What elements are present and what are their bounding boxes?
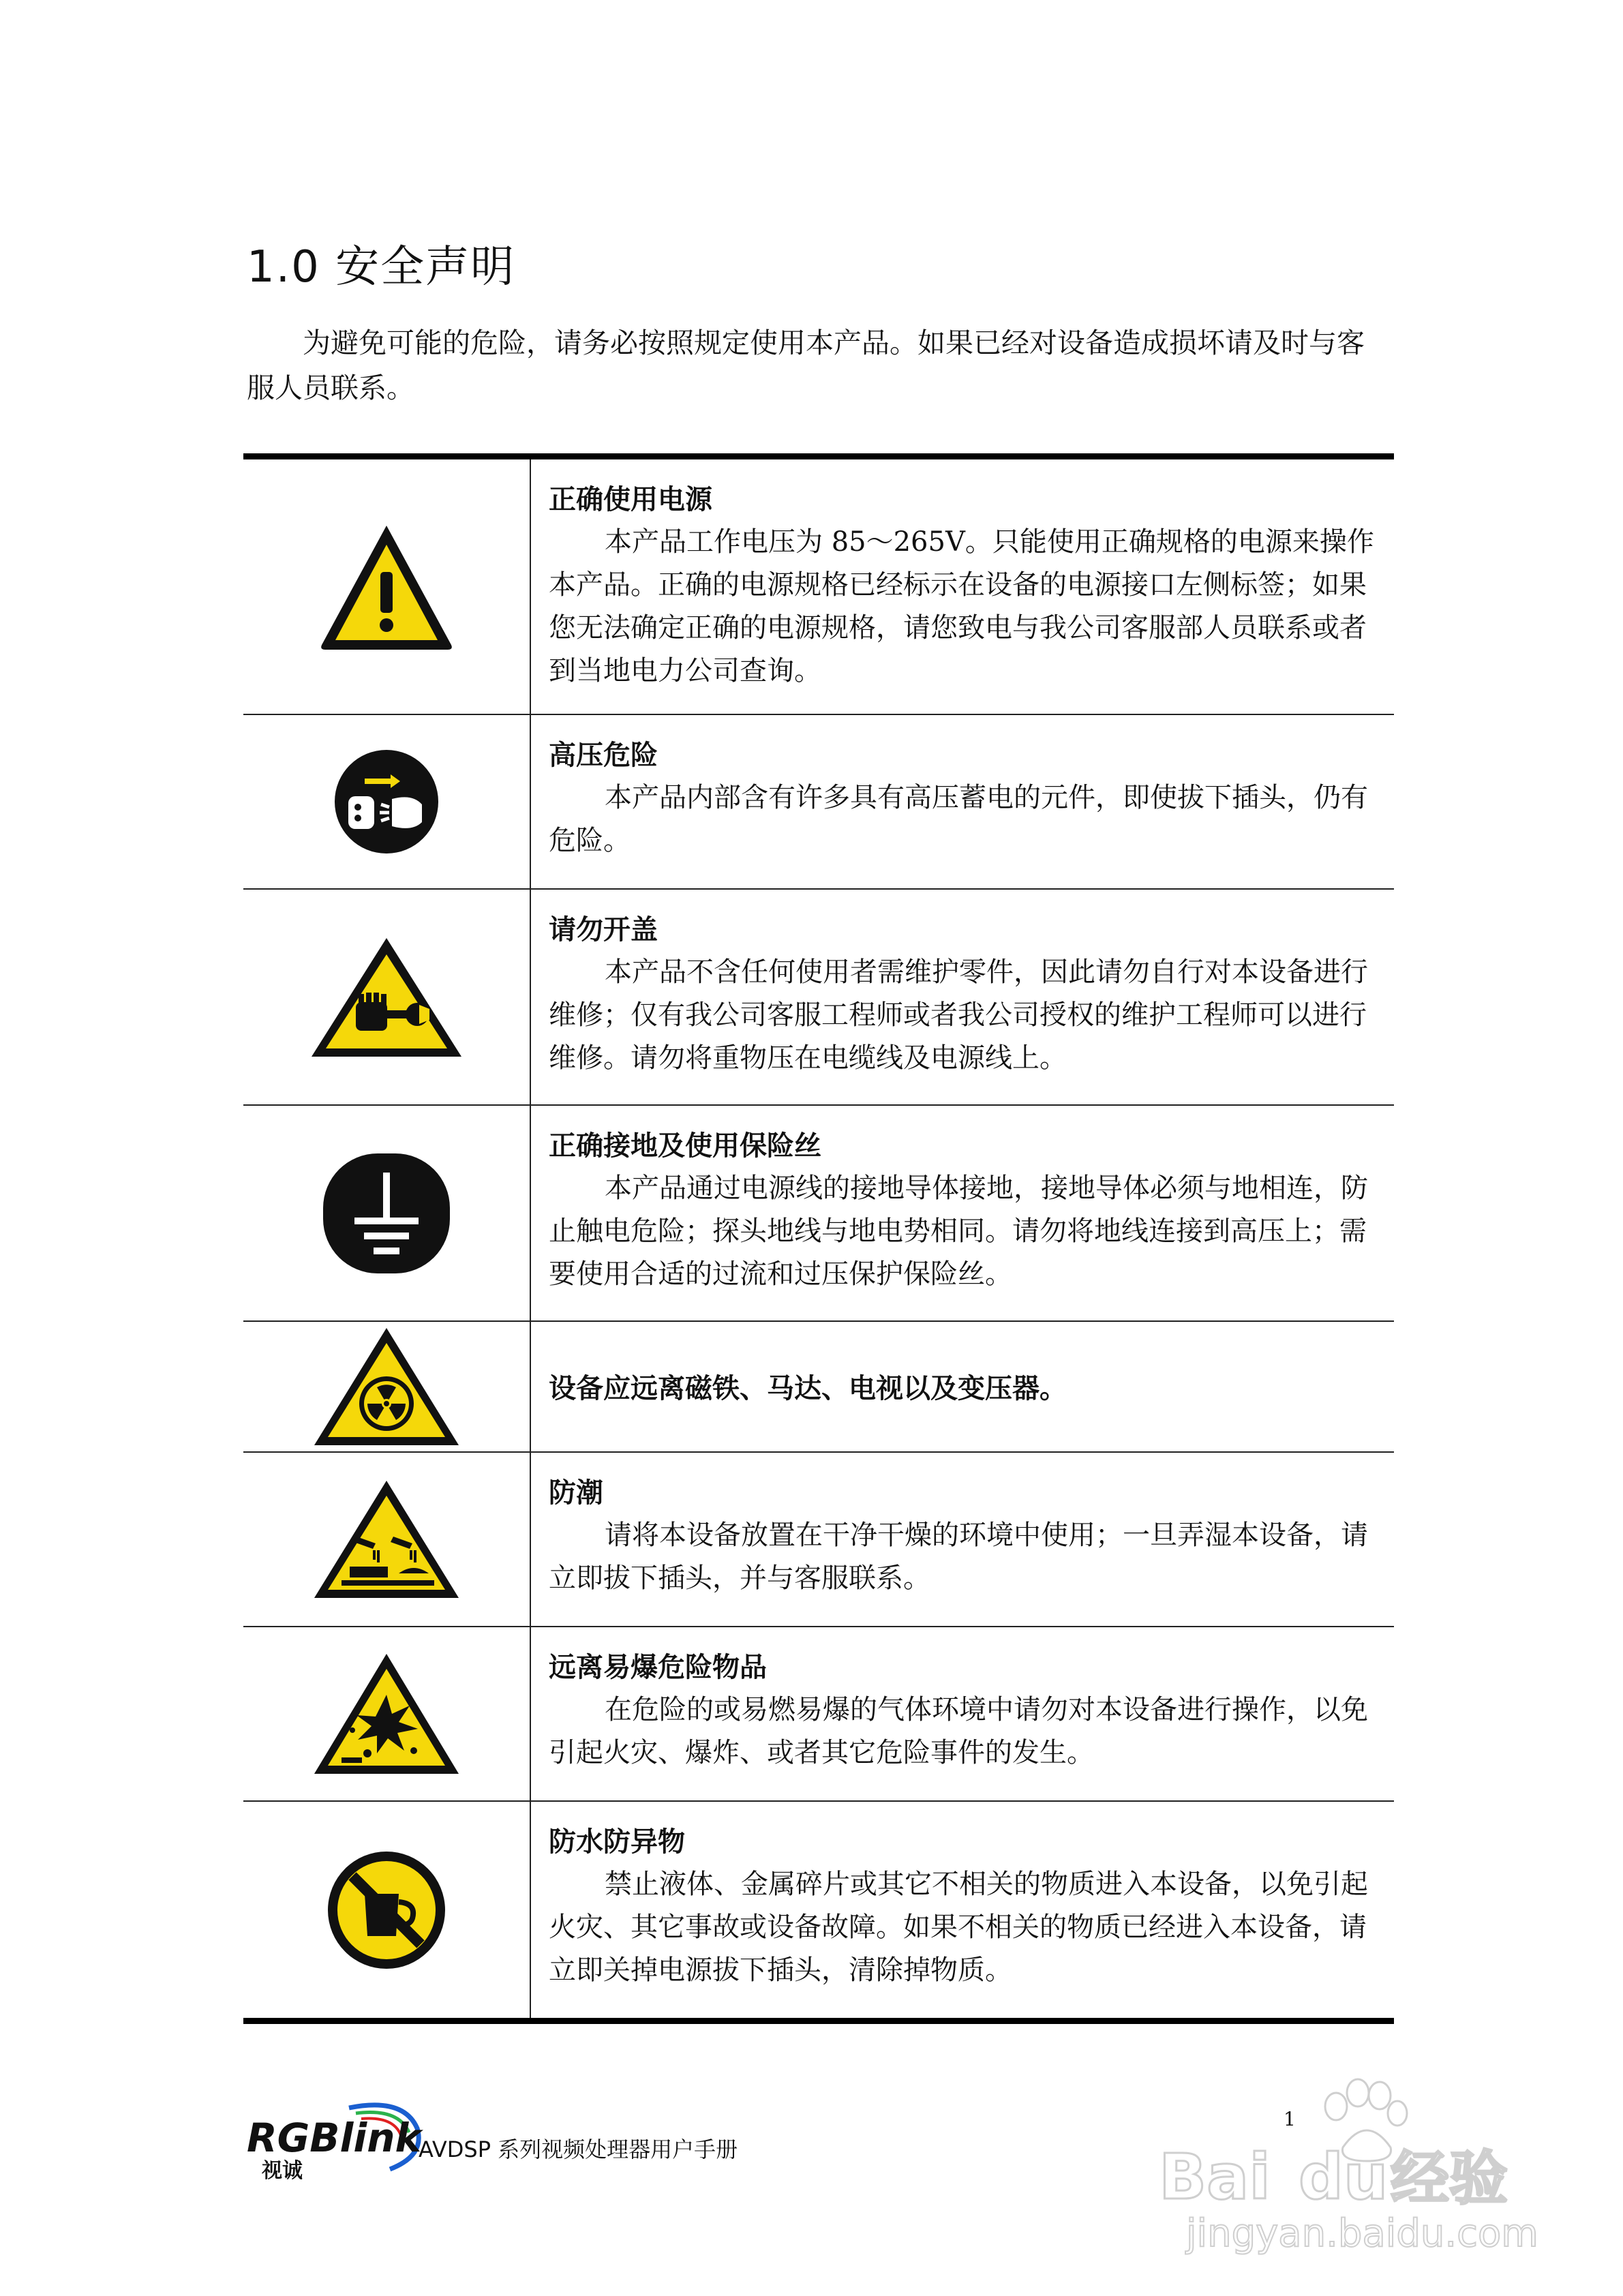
- row-heading: 防潮: [549, 1477, 603, 1509]
- row-body: 禁止液体、金属碎片或其它不相关的物质进入本设备，以免引起火灾、其它事故或设备故障。如果不相关的物质已经进入本设备，请立即关掉电源拔下插头，清除掉物质。: [549, 1869, 1368, 1986]
- icon-cell: [243, 1627, 531, 1800]
- row-body: 在危险的或易燃易爆的气体环境中请勿对本设备进行操作，以免引起火灾、爆炸、或者其它危险事件的发生。: [549, 1694, 1368, 1768]
- row-heading: 请勿开盖: [549, 913, 658, 946]
- text-cell: [531, 1322, 1394, 1451]
- baidu-watermark: [1159, 2059, 1541, 2263]
- row-heading: 防水防异物: [549, 1826, 685, 1858]
- safety-table: [243, 453, 1394, 2024]
- row-heading: 正确接地及使用保险丝: [549, 1130, 821, 1162]
- safety-row: [243, 1106, 1394, 1322]
- icon-cell: [243, 459, 531, 714]
- icon-cell: [243, 1453, 531, 1626]
- text-cell: [531, 459, 1394, 714]
- explosive-icon: [312, 1651, 461, 1777]
- row-body: 本产品工作电压为 85～265V。只能使用正确规格的电源来操作本产品。正确的电源规格已经标示在设备的电源接口左侧标签；如果您无法确定正确的电源规格，请您致电与我公司客服部人员联系或者到当地电力公司查询。: [549, 526, 1374, 686]
- icon-cell: [243, 1802, 531, 2018]
- manual-title: AVDSP 系列视频处理器用户手册: [419, 2136, 738, 2162]
- corrosive-icon: [312, 1478, 461, 1601]
- text-cell: [531, 890, 1394, 1104]
- text-cell: [531, 1106, 1394, 1320]
- row-body: 本产品不含任何使用者需维护零件，因此请勿自行对本设备进行维修；仅有我公司客服工程师或者我公司授权的维护工程师可以进行维修。请勿将重物压在电缆线及电源线上。: [549, 956, 1368, 1074]
- text-cell: [531, 1802, 1394, 2018]
- unplug-icon: [332, 747, 441, 856]
- icon-cell: [243, 1322, 531, 1451]
- text-cell: [531, 1627, 1394, 1800]
- no-open-cover-icon: [308, 934, 465, 1060]
- row-heading: 远离易爆危险物品: [549, 1651, 767, 1683]
- watermark-brand2: du: [1299, 2141, 1389, 2214]
- radiation-icon: [312, 1325, 461, 1448]
- row-heading: 设备应远离磁铁、马达、电视以及变压器。: [549, 1372, 1067, 1404]
- safety-row: [243, 1802, 1394, 2018]
- safety-row: [243, 1453, 1394, 1627]
- row-body: 本产品通过电源线的接地导体接地，接地导体必须与地相连，防止触电危险；探头地线与地电势相同。请勿将地线连接到高压上；需要使用合适的过流和过压保护保险丝。: [549, 1173, 1368, 1290]
- safety-row: [243, 459, 1394, 715]
- watermark-cn: 经验: [1391, 2145, 1508, 2213]
- logo-text: RGBlink: [247, 2115, 422, 2161]
- safety-row: [243, 1322, 1394, 1453]
- text-cell: [531, 1453, 1394, 1626]
- icon-cell: [243, 1106, 531, 1320]
- ground-icon: [322, 1152, 451, 1275]
- row-body: 请将本设备放置在干净干燥的环境中使用；一旦弄湿本设备，请立即拔下插头，并与客服联系。: [549, 1520, 1368, 1594]
- logo-subtext: 视诚: [262, 2159, 303, 2183]
- no-liquid-icon: [325, 1849, 448, 1972]
- watermark-url: jingyan.baidu.com: [1186, 2211, 1538, 2256]
- row-heading: 高压危险: [549, 739, 658, 771]
- safety-row: [243, 1627, 1394, 1802]
- rgblink-logo: [247, 2101, 424, 2183]
- page-number: 1: [1284, 2108, 1296, 2130]
- icon-cell: [243, 890, 531, 1104]
- row-heading: 正确使用电源: [549, 483, 712, 515]
- warning-exclamation-icon: [315, 519, 458, 655]
- row-body: 本产品内部含有许多具有高压蓄电的元件，即使拔下插头，仍有危险。: [549, 782, 1368, 856]
- safety-row: [243, 890, 1394, 1106]
- safety-row: [243, 715, 1394, 890]
- text-cell: [531, 715, 1394, 888]
- intro-paragraph: 为避免可能的危险，请务必按照规定使用本产品。如果已经对设备造成损坏请及时与客服人员联系。: [247, 327, 1365, 404]
- icon-cell: [243, 715, 531, 888]
- watermark-brand: Bai: [1159, 2141, 1271, 2214]
- page-title: 1.0 安全声明: [247, 242, 516, 292]
